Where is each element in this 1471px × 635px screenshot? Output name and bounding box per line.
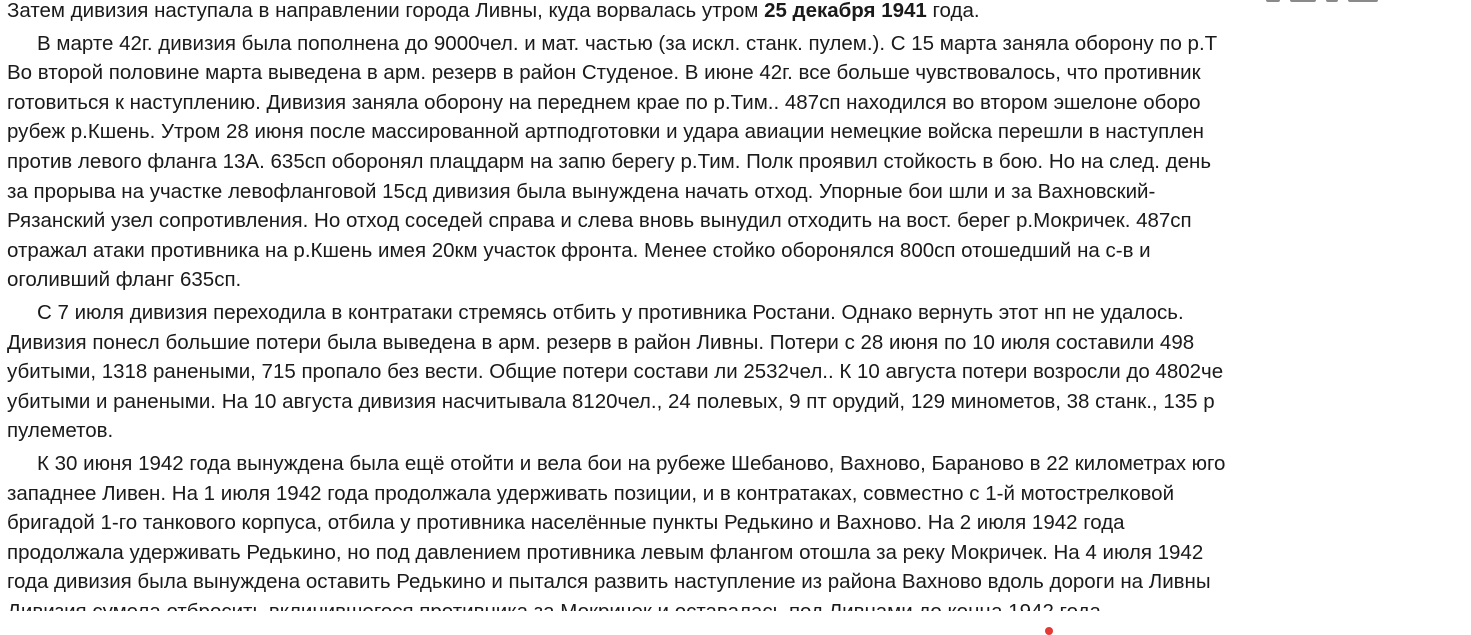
paragraph-line: года дивизия была вынуждена оставить Редькино и пытался развить наступление из района Вахново вдоль дороги на Ливны xyxy=(7,570,1211,594)
paragraph-line: готовиться к наступлению. Дивизия заняла оборону на переднем крае по р.Тим.. 487сп находился во втором эшелоне оборо xyxy=(7,90,1201,114)
paragraph-line: Во второй половине марта выведена в арм. резерв в район Студеное. В июне 42г. все больше чувствовалось, что противник xyxy=(7,61,1201,85)
paragraph-line: оголивший фланг 635сп. xyxy=(7,268,242,292)
paragraph-line: отражал атаки противника на р.Кшень имея 20км участок фронта. Менее стойко оборонялся 800сп отошедший на с-в и xyxy=(7,238,1151,262)
paragraph-line: К 30 июня 1942 года вынуждена была ещё отойти и вела бои на рубеже Шебаново, Вахново, Бараново в 22 километрах юго xyxy=(37,451,1226,475)
paragraph-2 xyxy=(7,298,1443,446)
paragraph-line: В марте 42г. дивизия была пополнена до 9000чел. и мат. частью (за искл. станк. пулем.). С 15 марта заняла оборону по р.Т xyxy=(37,31,1218,55)
paragraph-line: пулеметов. xyxy=(7,419,114,443)
paragraph-line: бригадой 1-го танкового корпуса, отбила у противника населённые пункты Редькино и Вахново. На 2 июля 1942 года xyxy=(7,511,1125,535)
paragraph-line: Дивизия понесл большие потери была выведена в арм. резерв в район Ливны. Потери с 28 июня по 10 июля составили 498 xyxy=(7,330,1195,354)
paragraph-line: убитыми и ранеными. На 10 августа дивизия насчитывала 8120чел., 24 полевых, 9 пт орудий, 129 минометов, 38 станк., 135 р xyxy=(7,389,1215,413)
paragraph-line: убитыми, 1318 ранеными, 715 пропало без вести. Общие потери состави ли 2532чел.. К 10 августа потери возросли до 4802че xyxy=(7,360,1224,384)
paragraph-line xyxy=(7,0,1443,26)
date-highlight: 25 декабря 1941 xyxy=(764,0,927,22)
text-run: года. xyxy=(926,0,980,22)
paragraph-line: продолжала удерживать Редькино, но под давлением противника левым флангом отошла за реку Мокричек. На 4 июля 1942 xyxy=(7,540,1204,564)
paragraph-line: за прорыва на участке левофланговой 15сд дивизия была вынуждена начать отход. Упорные бои шли и за Вахновский- xyxy=(7,179,1156,203)
paragraph-line: рубеж р.Кшень. Утром 28 июня после массированной артподготовки и удара авиации немецкие войска перешли в наступлен xyxy=(7,120,1204,144)
bottom-bar xyxy=(0,611,1471,635)
paragraph-line: С 7 июля дивизия переходила в контратаки стремясь отбить у противника Ростани. Однако вернуть этот нп не удалось. xyxy=(37,300,1184,324)
paragraph-0 xyxy=(7,0,1443,26)
article-text xyxy=(7,0,1443,626)
paragraph-1 xyxy=(7,29,1443,295)
text-run: Затем дивизия наступала в направлении города Ливны, куда ворвалась утром xyxy=(7,0,765,22)
paragraph-line: против левого фланга 13А. 635сп оборонял плацдарм на запю берегу р.Тим. Полк проявил стойкость в бою. Но на след. день xyxy=(7,149,1212,173)
paragraph-3 xyxy=(7,449,1443,627)
paragraph-line: Рязанский узел сопротивления. Но отход соседей справа и слева вновь вынудил отходить на вост. берег р.Мокричек. 487сп xyxy=(7,209,1192,233)
notification-dot-icon xyxy=(1045,627,1053,635)
paragraph-line: западнее Ливен. На 1 июля 1942 года продолжала удерживать позиции, и в контратаках, совместно с 1-й мотострелковой xyxy=(7,481,1175,505)
